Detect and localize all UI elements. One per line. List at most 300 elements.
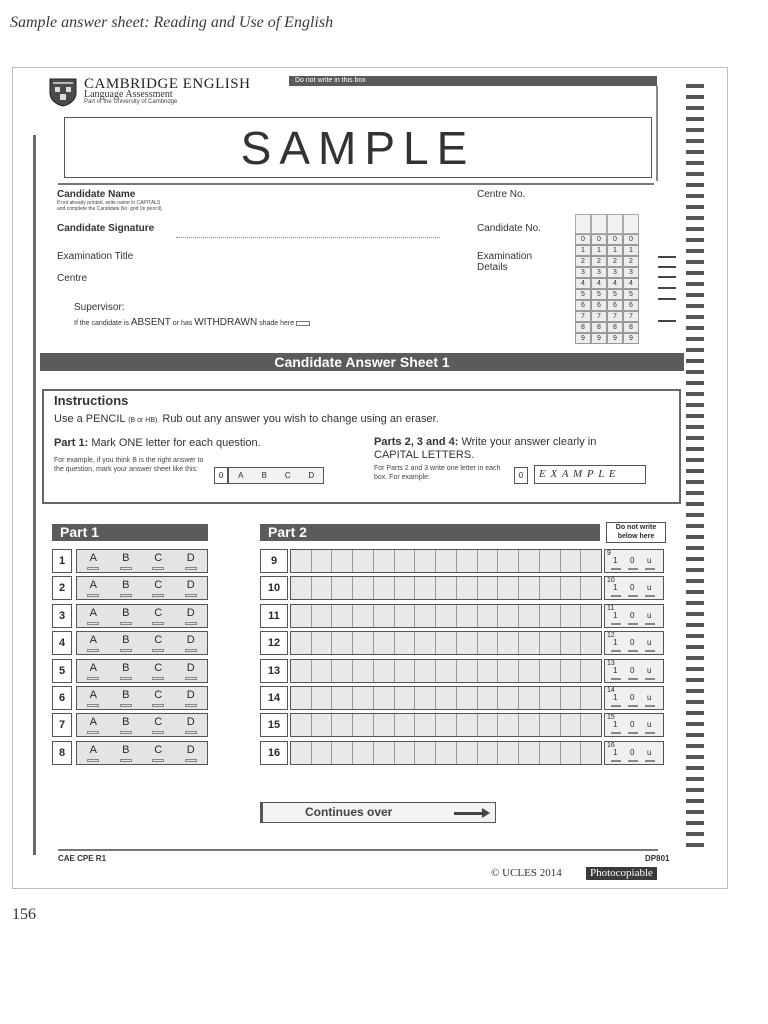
question-number: 11 (260, 604, 288, 628)
grid-digit-cell[interactable]: 6 (623, 300, 639, 311)
answer-option-d[interactable]: D (175, 632, 208, 654)
mark-bubble[interactable] (611, 705, 621, 707)
letter-box[interactable] (332, 742, 353, 764)
letter-box[interactable] (581, 632, 601, 654)
timing-mark (686, 359, 704, 363)
grid-digit-cell[interactable]: 6 (607, 300, 623, 311)
instructions-heading: Instructions (54, 393, 129, 408)
grid-digit-cell[interactable]: 2 (591, 256, 607, 267)
timing-mark (686, 810, 704, 814)
mark-question-number: 13 (607, 659, 615, 667)
letter-box[interactable] (581, 577, 601, 599)
answer-option-c[interactable]: C (142, 550, 175, 572)
letter-box[interactable] (395, 687, 416, 709)
letter-box[interactable] (415, 660, 436, 682)
answer-option-c[interactable]: C (142, 632, 175, 654)
mark-bubble[interactable] (645, 732, 655, 734)
letter-box[interactable] (436, 605, 457, 627)
exam-detail-dash (658, 276, 676, 278)
letter-box[interactable] (374, 714, 395, 736)
letter-box[interactable] (415, 577, 436, 599)
answer-option-a[interactable]: A (77, 687, 110, 709)
letter-box[interactable] (436, 742, 457, 764)
answer-option-a[interactable]: A (77, 742, 110, 764)
supervisor-label: Supervisor: (74, 302, 125, 313)
mark-bubble[interactable] (645, 650, 655, 652)
letter-box[interactable] (498, 577, 519, 599)
letter-box[interactable] (415, 605, 436, 627)
letter-box[interactable] (457, 660, 478, 682)
grid-digit-cell[interactable]: 1 (591, 245, 607, 256)
answer-option-d[interactable]: D (175, 742, 208, 764)
mark-bubble[interactable] (628, 705, 638, 707)
letter-box[interactable] (312, 714, 333, 736)
signature-line[interactable] (176, 237, 440, 238)
answer-option-b[interactable]: B (110, 660, 143, 682)
timing-mark (686, 623, 704, 627)
letter-box[interactable] (436, 714, 457, 736)
answer-option-d[interactable]: D (175, 660, 208, 682)
letter-box[interactable] (291, 577, 312, 599)
letter-box[interactable] (478, 577, 499, 599)
answer-option-a[interactable]: A (77, 660, 110, 682)
mark-bubble[interactable] (611, 623, 621, 625)
letter-box[interactable] (332, 632, 353, 654)
continues-over-banner: Continues over (260, 802, 496, 823)
letter-box[interactable] (353, 714, 374, 736)
answer-option-a[interactable]: A (77, 577, 110, 599)
answer-option-b[interactable]: B (110, 714, 143, 736)
letter-box[interactable] (457, 577, 478, 599)
letter-box[interactable] (436, 687, 457, 709)
letter-box[interactable] (291, 605, 312, 627)
letter-box[interactable] (374, 550, 395, 572)
timing-mark (686, 238, 704, 242)
mark-option[interactable]: u (647, 720, 652, 730)
timing-mark (686, 656, 704, 660)
answer-options (76, 576, 208, 600)
mark-option[interactable]: 1 (613, 720, 618, 730)
grid-digit-cell[interactable]: 5 (591, 289, 607, 300)
footer-rule (58, 849, 658, 851)
letter-box[interactable] (312, 742, 333, 764)
grid-digit-cell[interactable]: 0 (575, 234, 591, 245)
answer-option-c[interactable]: C (142, 577, 175, 599)
mark-option[interactable]: 0 (630, 638, 635, 648)
letter-box[interactable] (561, 714, 582, 736)
part2-do-not-write-label: Do not write below here (606, 522, 666, 543)
letter-box[interactable] (540, 550, 561, 572)
letter-box[interactable] (374, 577, 395, 599)
letter-box[interactable] (291, 632, 312, 654)
letter-box[interactable] (312, 632, 333, 654)
letter-box[interactable] (353, 687, 374, 709)
mark-option[interactable]: 0 (630, 692, 635, 702)
letter-box[interactable] (415, 742, 436, 764)
mark-question-number: 12 (607, 632, 615, 640)
answer-option-a[interactable]: A (77, 714, 110, 736)
timing-mark (686, 326, 704, 330)
grid-digit-cell[interactable]: 9 (591, 333, 607, 344)
brand-name: CAMBRIDGE ENGLISH (84, 76, 251, 92)
letter-box[interactable] (374, 632, 395, 654)
letter-box[interactable] (436, 550, 457, 572)
timing-mark (686, 392, 704, 396)
letter-box[interactable] (561, 687, 582, 709)
mark-bubble[interactable] (628, 623, 638, 625)
mark-option[interactable]: 1 (613, 610, 618, 620)
answer-option-d[interactable]: D (175, 577, 208, 599)
grid-digit-cell[interactable]: 7 (623, 311, 639, 322)
timing-mark (686, 557, 704, 561)
grid-digit-cell[interactable]: 3 (591, 267, 607, 278)
letter-box[interactable] (415, 714, 436, 736)
letter-box[interactable] (291, 742, 312, 764)
letter-box[interactable] (457, 687, 478, 709)
letter-box[interactable] (291, 687, 312, 709)
letter-box[interactable] (478, 605, 499, 627)
letter-box[interactable] (540, 742, 561, 764)
candidate-name-note: If not already printed, write name in CAPITALS and complete the Candidate No. grid (in pencil). (57, 200, 163, 212)
grid-digit-cell[interactable]: 3 (607, 267, 623, 278)
mark-bubble[interactable] (645, 568, 655, 570)
letter-box[interactable] (312, 577, 333, 599)
mark-bubble[interactable] (628, 760, 638, 762)
timing-mark (686, 491, 704, 495)
grid-digit-cell[interactable]: 2 (623, 256, 639, 267)
grid-digit-cell[interactable]: 4 (607, 278, 623, 289)
letter-box[interactable] (540, 605, 561, 627)
letter-box[interactable] (540, 687, 561, 709)
mark-option[interactable]: 0 (630, 720, 635, 730)
grid-digit-cell[interactable]: 5 (575, 289, 591, 300)
mark-option[interactable]: 1 (613, 638, 618, 648)
part1-example-text: For example, if you think B is the right answer to the question, mark your answer sheet like this: (54, 457, 204, 473)
letter-box[interactable] (498, 714, 519, 736)
timing-mark (686, 832, 704, 836)
mark-option[interactable]: 0 (630, 665, 635, 675)
mark-bubble[interactable] (628, 650, 638, 652)
letter-box[interactable] (561, 550, 582, 572)
grid-digit-cell[interactable]: 9 (623, 333, 639, 344)
letter-box[interactable] (540, 660, 561, 682)
timing-mark (686, 568, 704, 572)
grid-digit-cell[interactable]: 7 (575, 311, 591, 322)
letter-box[interactable] (332, 577, 353, 599)
examiner-mark-box (604, 631, 664, 655)
letter-box[interactable] (498, 632, 519, 654)
letter-box[interactable] (498, 742, 519, 764)
grid-digit-cell[interactable]: 4 (575, 278, 591, 289)
grid-digit-cell[interactable]: 9 (607, 333, 623, 344)
letter-box[interactable] (312, 550, 333, 572)
grid-digit-cell[interactable]: 3 (575, 267, 591, 278)
answer-option-c[interactable]: C (142, 742, 175, 764)
letter-box[interactable] (478, 687, 499, 709)
mark-bubble[interactable] (645, 760, 655, 762)
grid-digit-cell[interactable]: 8 (575, 322, 591, 333)
answer-option-a[interactable]: A (77, 605, 110, 627)
letter-box[interactable] (353, 632, 374, 654)
mark-option[interactable]: u (647, 556, 652, 565)
letter-box[interactable] (374, 687, 395, 709)
grid-digit-cell[interactable]: 7 (591, 311, 607, 322)
letter-box[interactable] (519, 742, 540, 764)
page-header: Sample answer sheet: Reading and Use of English (10, 14, 334, 31)
answer-option-d[interactable]: D (175, 687, 208, 709)
mark-bubble[interactable] (645, 595, 655, 597)
letter-box[interactable] (312, 660, 333, 682)
timing-mark (686, 612, 704, 616)
answer-option-c[interactable]: C (142, 714, 175, 736)
grid-digit-cell[interactable]: 3 (623, 267, 639, 278)
grid-digit-row (575, 278, 641, 289)
mark-option[interactable]: 1 (613, 692, 618, 702)
mark-bubble[interactable] (645, 678, 655, 680)
letter-box[interactable] (519, 550, 540, 572)
letter-box[interactable] (519, 605, 540, 627)
letter-box[interactable] (332, 687, 353, 709)
letter-box[interactable] (395, 742, 416, 764)
grid-digit-cell[interactable]: 5 (623, 289, 639, 300)
letter-box[interactable] (561, 605, 582, 627)
letter-box[interactable] (395, 605, 416, 627)
timing-mark (686, 535, 704, 539)
letter-box[interactable] (436, 632, 457, 654)
letter-box[interactable] (498, 687, 519, 709)
grid-entry-cell[interactable] (575, 214, 591, 234)
mark-bubble[interactable] (628, 732, 638, 734)
letter-box[interactable] (581, 660, 601, 682)
letter-box[interactable] (332, 550, 353, 572)
mark-option[interactable]: u (647, 692, 652, 702)
timing-mark (686, 403, 704, 407)
letter-box[interactable] (519, 660, 540, 682)
answer-option-b[interactable]: B (110, 605, 143, 627)
mark-option[interactable]: 1 (613, 556, 618, 565)
grid-entry-cell[interactable] (591, 214, 607, 234)
letter-box[interactable] (353, 605, 374, 627)
grid-digit-cell[interactable]: 4 (591, 278, 607, 289)
answer-option-b[interactable]: B (110, 742, 143, 764)
letter-box[interactable] (561, 742, 582, 764)
letter-box[interactable] (436, 660, 457, 682)
grid-digit-cell[interactable]: 1 (607, 245, 623, 256)
mark-bubble[interactable] (628, 568, 638, 570)
letter-box[interactable] (415, 687, 436, 709)
letter-box[interactable] (436, 577, 457, 599)
letter-box[interactable] (332, 714, 353, 736)
letter-box[interactable] (353, 550, 374, 572)
mark-option[interactable]: u (647, 610, 652, 620)
grid-digit-cell[interactable]: 9 (575, 333, 591, 344)
letter-box[interactable] (395, 660, 416, 682)
mark-option[interactable]: 0 (630, 747, 635, 757)
letter-box[interactable] (581, 605, 601, 627)
mark-question-number: 11 (607, 604, 615, 612)
grid-digit-cell[interactable]: 1 (575, 245, 591, 256)
letter-box[interactable] (498, 550, 519, 572)
grid-digit-cell[interactable]: 8 (623, 322, 639, 333)
answer-option-d[interactable]: D (175, 550, 208, 572)
timing-mark (686, 678, 704, 682)
grid-digit-cell[interactable]: 8 (607, 322, 623, 333)
timing-mark (686, 183, 704, 187)
letter-boxes (290, 631, 602, 655)
answer-option-b[interactable]: B (110, 577, 143, 599)
letter-box[interactable] (561, 660, 582, 682)
grid-digit-cell[interactable]: 0 (623, 234, 639, 245)
letter-box[interactable] (581, 742, 601, 764)
letter-box[interactable] (478, 632, 499, 654)
exam-title-label: Examination Title (57, 251, 134, 262)
mark-option[interactable]: u (647, 583, 652, 593)
grid-entry-cell[interactable] (607, 214, 623, 234)
exam-detail-dash (658, 287, 676, 289)
letter-box[interactable] (561, 632, 582, 654)
mark-option[interactable]: u (647, 665, 652, 675)
mark-option[interactable]: 1 (613, 747, 618, 757)
letter-box[interactable] (457, 714, 478, 736)
mark-option[interactable]: 1 (613, 665, 618, 675)
mark-option[interactable]: u (647, 638, 652, 648)
candidate-name-label: Candidate Name (57, 189, 136, 200)
timing-mark (686, 293, 704, 297)
mark-bubble[interactable] (611, 732, 621, 734)
grid-digit-cell[interactable]: 5 (607, 289, 623, 300)
letter-box[interactable] (457, 550, 478, 572)
letter-box[interactable] (312, 687, 333, 709)
grid-entry-cell[interactable] (623, 214, 639, 234)
absent-shade-box[interactable] (296, 321, 310, 326)
grid-digit-cell[interactable]: 0 (607, 234, 623, 245)
copyright: © UCLES 2014 (491, 867, 562, 879)
letter-box[interactable] (519, 687, 540, 709)
letter-box[interactable] (395, 550, 416, 572)
timing-mark (686, 216, 704, 220)
letter-box[interactable] (478, 714, 499, 736)
mark-bubble[interactable] (611, 760, 621, 762)
letter-box[interactable] (478, 660, 499, 682)
letter-box[interactable] (291, 660, 312, 682)
parts234-instruction: Parts 2, 3 and 4: Write your answer clearly in CAPITAL LETTERS. (374, 436, 597, 461)
mark-bubble[interactable] (611, 595, 621, 597)
letter-box[interactable] (581, 687, 601, 709)
letter-box[interactable] (498, 605, 519, 627)
answer-option-c[interactable]: C (142, 605, 175, 627)
question-number: 2 (52, 576, 72, 600)
answer-option-b[interactable]: B (110, 632, 143, 654)
letter-box[interactable] (374, 660, 395, 682)
letter-box[interactable] (519, 714, 540, 736)
letter-boxes (290, 741, 602, 765)
timing-mark (686, 755, 704, 759)
letter-box[interactable] (540, 577, 561, 599)
mark-bubble[interactable] (645, 705, 655, 707)
letter-box[interactable] (395, 632, 416, 654)
grid-digit-cell[interactable]: 4 (623, 278, 639, 289)
grid-digit-cell[interactable]: 0 (591, 234, 607, 245)
grid-digit-cell[interactable]: 6 (591, 300, 607, 311)
letter-box[interactable] (540, 632, 561, 654)
letter-box[interactable] (561, 577, 582, 599)
grid-digit-cell[interactable]: 8 (591, 322, 607, 333)
examiner-mark-box (604, 686, 664, 710)
grid-digit-cell[interactable]: 6 (575, 300, 591, 311)
answer-option-a[interactable]: A (77, 632, 110, 654)
letter-box[interactable] (332, 605, 353, 627)
letter-box[interactable] (395, 577, 416, 599)
letter-box[interactable] (374, 605, 395, 627)
letter-box[interactable] (519, 632, 540, 654)
grid-digit-row (575, 256, 641, 267)
part2-question-row (260, 741, 666, 765)
answer-option-d[interactable]: D (175, 714, 208, 736)
part1-question-row (52, 741, 208, 765)
answer-option-b[interactable]: B (110, 687, 143, 709)
letter-box[interactable] (581, 550, 601, 572)
grid-digit-cell[interactable]: 2 (575, 256, 591, 267)
mark-option[interactable]: 1 (613, 583, 618, 593)
letter-box[interactable] (353, 660, 374, 682)
letter-box[interactable] (457, 742, 478, 764)
grid-digit-cell[interactable]: 1 (623, 245, 639, 256)
part2-question-row (260, 576, 666, 600)
grid-digit-cell[interactable]: 7 (607, 311, 623, 322)
mark-option[interactable]: 0 (630, 556, 635, 565)
letter-box[interactable] (374, 742, 395, 764)
mark-bubble[interactable] (611, 678, 621, 680)
letter-box[interactable] (415, 632, 436, 654)
answer-option-c[interactable]: C (142, 687, 175, 709)
answer-options (76, 686, 208, 710)
letter-box[interactable] (291, 550, 312, 572)
mark-bubble[interactable] (611, 650, 621, 652)
letter-box[interactable] (415, 550, 436, 572)
letter-box[interactable] (291, 714, 312, 736)
letter-box[interactable] (353, 577, 374, 599)
letter-box[interactable] (540, 714, 561, 736)
letter-box[interactable] (478, 550, 499, 572)
letter-box[interactable] (312, 605, 333, 627)
answer-option-c[interactable]: C (142, 660, 175, 682)
timing-mark (686, 766, 704, 770)
letter-box[interactable] (353, 742, 374, 764)
mark-option[interactable]: 0 (630, 610, 635, 620)
answer-option-a[interactable]: A (77, 550, 110, 572)
mark-bubble[interactable] (645, 623, 655, 625)
letter-box[interactable] (457, 632, 478, 654)
mark-option[interactable]: 0 (630, 583, 635, 593)
grid-digit-cell[interactable]: 2 (607, 256, 623, 267)
answer-option-d[interactable]: D (175, 605, 208, 627)
letter-box[interactable] (581, 714, 601, 736)
answer-option-b[interactable]: B (110, 550, 143, 572)
grid-digit-row (575, 333, 641, 344)
letter-box[interactable] (498, 660, 519, 682)
timing-mark (686, 480, 704, 484)
mark-bubble[interactable] (611, 568, 621, 570)
example-question-number: 0 (514, 467, 528, 484)
mark-option[interactable]: u (647, 747, 652, 757)
letter-box[interactable] (478, 742, 499, 764)
mark-bubble[interactable] (628, 678, 638, 680)
letter-box[interactable] (395, 714, 416, 736)
letter-box[interactable] (332, 660, 353, 682)
mark-bubble[interactable] (628, 595, 638, 597)
letter-box[interactable] (519, 577, 540, 599)
letter-box[interactable] (457, 605, 478, 627)
